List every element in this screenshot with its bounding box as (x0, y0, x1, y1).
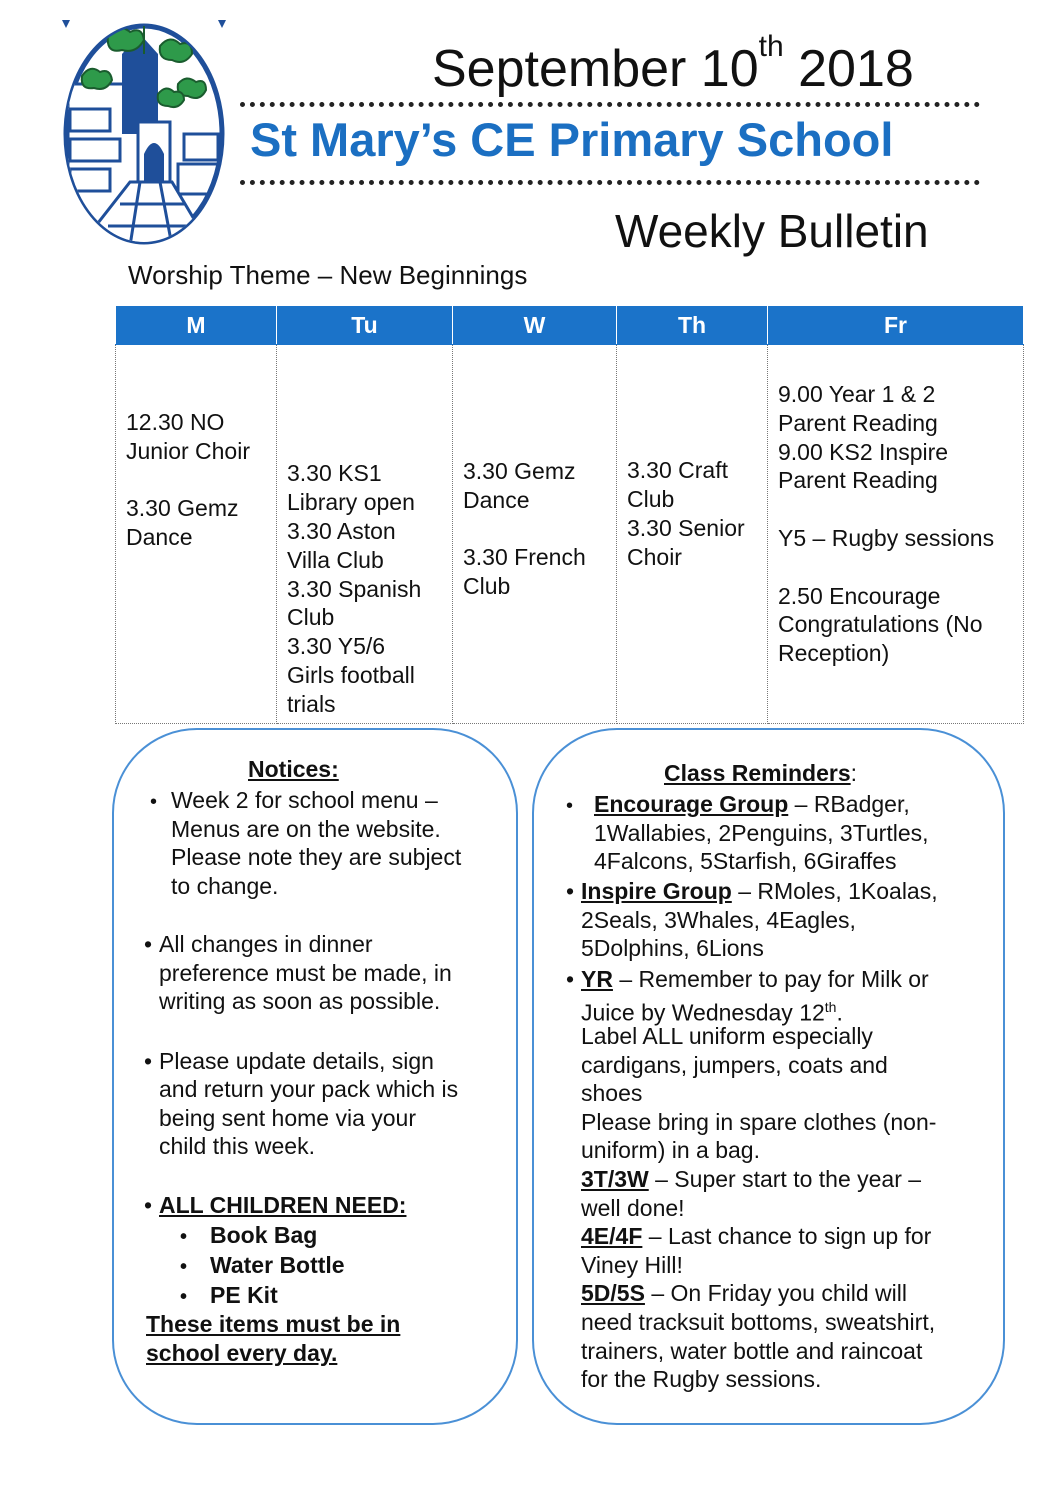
yr-line: shoes (581, 1080, 643, 1106)
notices-footer-line: school every day. (146, 1340, 338, 1366)
notice-1-line: Please note they are subject (171, 844, 462, 870)
reminder-bullet-icon: • (566, 966, 575, 992)
bulletin-title: Weekly Bulletin (615, 205, 929, 257)
yr-line: Please bring in spare clothes (non- (581, 1109, 937, 1135)
need-item: Book Bag (210, 1222, 318, 1248)
yr-line: Label ALL uniform especially (581, 1023, 873, 1049)
need-bullet-icon: • (180, 1226, 188, 1248)
notice-bullet-icon: • (144, 1048, 153, 1074)
reminders-title: Class Reminders: (664, 760, 858, 786)
year4-line: Viney Hill! (581, 1252, 683, 1278)
cell-wednesday (453, 345, 617, 724)
timetable-activity-line (778, 495, 1015, 524)
timetable-activity-line (126, 466, 268, 495)
encourage-group-line: 4Falcons, 5Starfish, 6Giraffes (594, 848, 897, 874)
timetable-activity-line: Choir (627, 543, 682, 570)
timetable-activity-line: 2.50 Encourage (778, 582, 941, 609)
weekly-timetable (115, 305, 1024, 724)
need-bullet-icon: • (180, 1286, 188, 1308)
inspire-group-line: Inspire Group – RMoles, 1Koalas, (581, 878, 938, 904)
notices-box (112, 728, 518, 1425)
reminder-bullet-icon: • (566, 878, 575, 904)
year5-line: 5D/5S – On Friday you child will (581, 1280, 907, 1306)
yr-line: YR – Remember to pay for Milk or (581, 966, 929, 992)
notice-3-line: and return your pack which is (159, 1076, 459, 1102)
timetable-activity-line: 3.30 Craft (627, 457, 728, 484)
year4-line: 4E/4F – Last chance to sign up for (581, 1223, 932, 1249)
timetable-activity-line (463, 515, 608, 544)
day-header-monday: M (116, 306, 277, 345)
dotted-divider-top (240, 102, 980, 107)
year5-line: need tracksuit bottoms, sweatshirt, (581, 1309, 936, 1335)
timetable-activity-line: Dance (463, 486, 530, 513)
year5-line: for the Rugby sessions. (581, 1366, 822, 1392)
need-item: PE Kit (210, 1282, 278, 1308)
timetable-activity-line: 3.30 Gemz (463, 458, 576, 484)
notice-bullet-icon: • (150, 791, 158, 813)
notice-2-line: preference must be made, in (159, 960, 452, 986)
timetable-activity-line: 3.30 Gemz (126, 495, 239, 522)
yr-line: uniform) in a bag. (581, 1137, 760, 1163)
date-year: 2018 (798, 40, 914, 98)
timetable-activity-line: trials (287, 690, 336, 717)
timetable-activity-line: Congratulations (No (778, 611, 983, 638)
cell-monday (116, 345, 277, 724)
timetable-activity-line: 3.30 Senior (627, 515, 745, 541)
encourage-group-line: 1Wallabies, 2Penguins, 3Turtles, (594, 820, 929, 846)
timetable-activities-row (116, 345, 1024, 724)
inspire-group-line: 2Seals, 3Whales, 4Eagles, (581, 907, 856, 933)
notice-3-line: child this week. (159, 1133, 315, 1159)
timetable-activity-line: 12.30 NO (126, 409, 225, 435)
date-ordinal: th (758, 30, 784, 63)
timetable-activity-line: 3.30 KS1 (287, 460, 382, 487)
timetable-activity-line: Reception) (778, 640, 890, 667)
timetable-activity-line: Parent Reading (778, 467, 938, 494)
need-item: Water Bottle (210, 1252, 345, 1278)
timetable-activity-line: Library open (287, 489, 415, 516)
school-logo (60, 14, 228, 246)
need-bullet-icon: • (180, 1256, 188, 1278)
bulletin-date (432, 30, 914, 100)
notice-4-heading: ALL CHILDREN NEED: (159, 1192, 407, 1218)
notice-bullet-icon: • (144, 1192, 153, 1218)
timetable-activity-line: 3.30 Y5/6 (287, 633, 386, 660)
timetable-activity-line: Club (463, 573, 511, 600)
timetable-activity-line: Junior Choir (126, 437, 250, 464)
timetable-activity-line: Club (627, 486, 675, 513)
day-header-thursday: Th (617, 306, 768, 345)
year3-line: 3T/3W – Super start to the year – (581, 1166, 922, 1192)
yr-line: cardigans, jumpers, coats and (581, 1052, 888, 1078)
notices-title: Notices: (248, 756, 339, 782)
notice-1-line: Week 2 for school menu – (171, 787, 438, 813)
timetable-activity-line: 9.00 KS2 Inspire (778, 438, 949, 465)
inspire-group-line: 5Dolphins, 6Lions (581, 935, 764, 961)
timetable-activity-line: Club (287, 604, 335, 631)
timetable-header-row (116, 306, 1024, 345)
notice-1-line: Menus are on the website. (171, 816, 441, 842)
year5-line: trainers, water bottle and raincoat (581, 1338, 923, 1364)
timetable-activity-line: Y5 – Rugby sessions (778, 525, 995, 551)
timetable-activity-line: Girls football (287, 661, 415, 688)
reminder-bullet-icon: • (566, 795, 574, 817)
timetable-activity-line: 3.30 Aston (287, 518, 396, 544)
timetable-activity-line: 3.30 Spanish (287, 575, 422, 602)
timetable-activity-line: Parent Reading (778, 409, 938, 436)
yr-line: Juice by Wednesday 12th. (581, 999, 843, 1026)
cell-tuesday (277, 345, 453, 724)
day-header-friday: Fr (768, 306, 1024, 345)
timetable-activity-line: Dance (126, 524, 193, 551)
notice-2-line: All changes in dinner (159, 931, 373, 957)
day-header-tuesday: Tu (277, 306, 453, 345)
timetable-activity-line: 9.00 Year 1 & 2 (778, 381, 936, 408)
encourage-group-line: Encourage Group – RBadger, (594, 791, 910, 817)
notice-3-line: being sent home via your (159, 1105, 416, 1131)
dotted-divider-bottom (240, 180, 980, 185)
day-header-wednesday: W (453, 306, 617, 345)
notices-footer-line: These items must be in (146, 1311, 401, 1337)
class-reminders-box (532, 728, 1005, 1425)
notice-2-line: writing as soon as possible. (159, 988, 441, 1014)
cell-friday (768, 345, 1024, 724)
timetable-activity-line: Villa Club (287, 546, 384, 573)
timetable-activity-line: 3.30 French (463, 544, 586, 571)
notice-bullet-icon: • (144, 931, 153, 957)
cell-thursday (617, 345, 768, 724)
timetable-activity-line (778, 553, 1015, 582)
worship-theme: Worship Theme – New Beginnings (128, 260, 528, 290)
date-main: September 10 (432, 40, 759, 98)
school-name: St Mary’s CE Primary School (250, 113, 894, 166)
notice-1-line: to change. (171, 873, 279, 899)
year3-line: well done! (581, 1195, 685, 1221)
notice-3-line: Please update details, sign (159, 1048, 434, 1074)
